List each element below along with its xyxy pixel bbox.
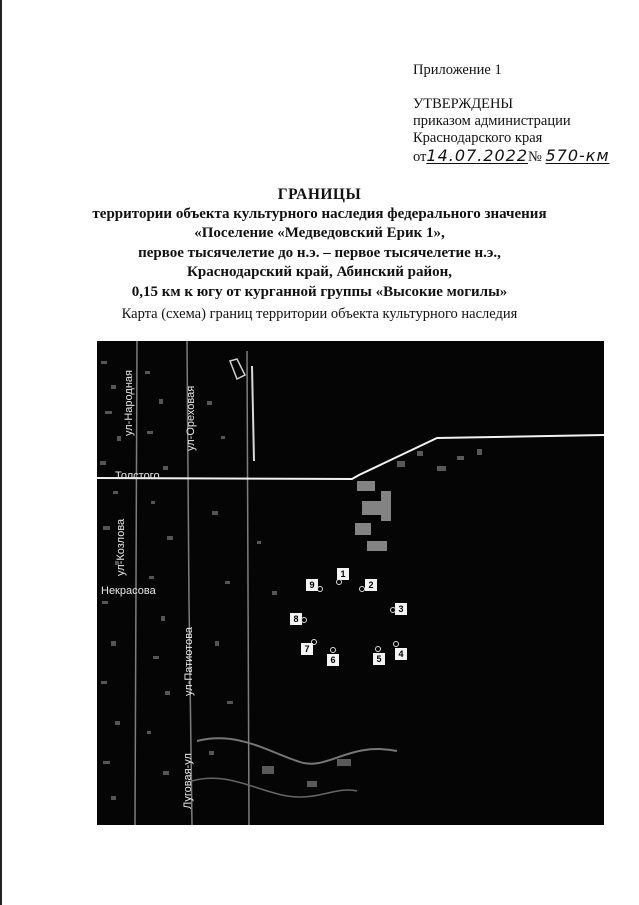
title-line-4: Краснодарский край, Абинский район, bbox=[186, 264, 453, 280]
site-marker-9: 9 bbox=[306, 579, 318, 591]
street-label-kozlova: ул-Козлова bbox=[115, 518, 127, 576]
street-label-tolstogo: Толстого bbox=[115, 470, 160, 482]
title-line-1: территории объекта культурного наследия федерального значения bbox=[92, 205, 547, 222]
site-point-2 bbox=[359, 586, 365, 592]
title-line-3: первое тысячелетие до н.э. – первое тысячелетие н.э., bbox=[138, 244, 501, 261]
number-prefix: № bbox=[528, 149, 542, 165]
site-marker-7: 7 bbox=[301, 643, 313, 655]
title-line-2: «Поселение «Медведовский Ерик 1», bbox=[194, 225, 445, 241]
site-point-1 bbox=[336, 579, 342, 585]
map-caption: Карта (схема) границ территории объекта культурного наследия bbox=[121, 306, 518, 322]
appendix-label: Приложение 1 bbox=[413, 62, 502, 78]
site-marker-6: 6 bbox=[327, 654, 339, 666]
document-title bbox=[0, 185, 639, 302]
site-point-7 bbox=[311, 639, 317, 645]
approval-line-1: приказом администрации bbox=[413, 113, 571, 129]
left-margin-rule bbox=[0, 0, 2, 905]
approval-block bbox=[413, 62, 610, 166]
date-prefix: от bbox=[413, 149, 427, 165]
title-heading: ГРАНИЦЫ bbox=[277, 186, 362, 203]
order-date: 14.07.2022 bbox=[426, 146, 529, 165]
satellite-map bbox=[97, 341, 604, 825]
order-number: 570-км bbox=[545, 146, 610, 165]
site-point-3 bbox=[390, 607, 396, 613]
site-point-6 bbox=[330, 647, 336, 653]
street-label-orekhovaya: ул-Ореховая bbox=[185, 385, 197, 451]
street-label-lugovaya: Луговая-ул bbox=[182, 753, 194, 809]
order-date-line bbox=[413, 147, 610, 166]
site-point-8 bbox=[301, 617, 307, 623]
street-label-narodnaya: ул-Народная bbox=[123, 370, 135, 436]
map-imagery bbox=[97, 341, 604, 825]
site-marker-5: 5 bbox=[373, 653, 385, 665]
site-marker-3: 3 bbox=[395, 603, 407, 615]
site-point-9 bbox=[317, 586, 323, 592]
title-line-5: 0,15 км к югу от курганной группы «Высокие могилы» bbox=[131, 283, 508, 300]
site-marker-8: 8 bbox=[290, 613, 302, 625]
site-point-4 bbox=[393, 641, 399, 647]
approval-line-2: Краснодарского края bbox=[413, 130, 543, 146]
street-label-patiotova: ул-Патиотова bbox=[183, 626, 195, 696]
site-marker-4: 4 bbox=[395, 648, 407, 660]
site-marker-1: 1 bbox=[337, 568, 349, 580]
street-label-nekrasova: Некрасова bbox=[101, 585, 156, 597]
approved-label: УТВЕРЖДЕНЫ bbox=[413, 96, 514, 112]
site-marker-2: 2 bbox=[365, 579, 377, 591]
site-point-5 bbox=[375, 646, 381, 652]
